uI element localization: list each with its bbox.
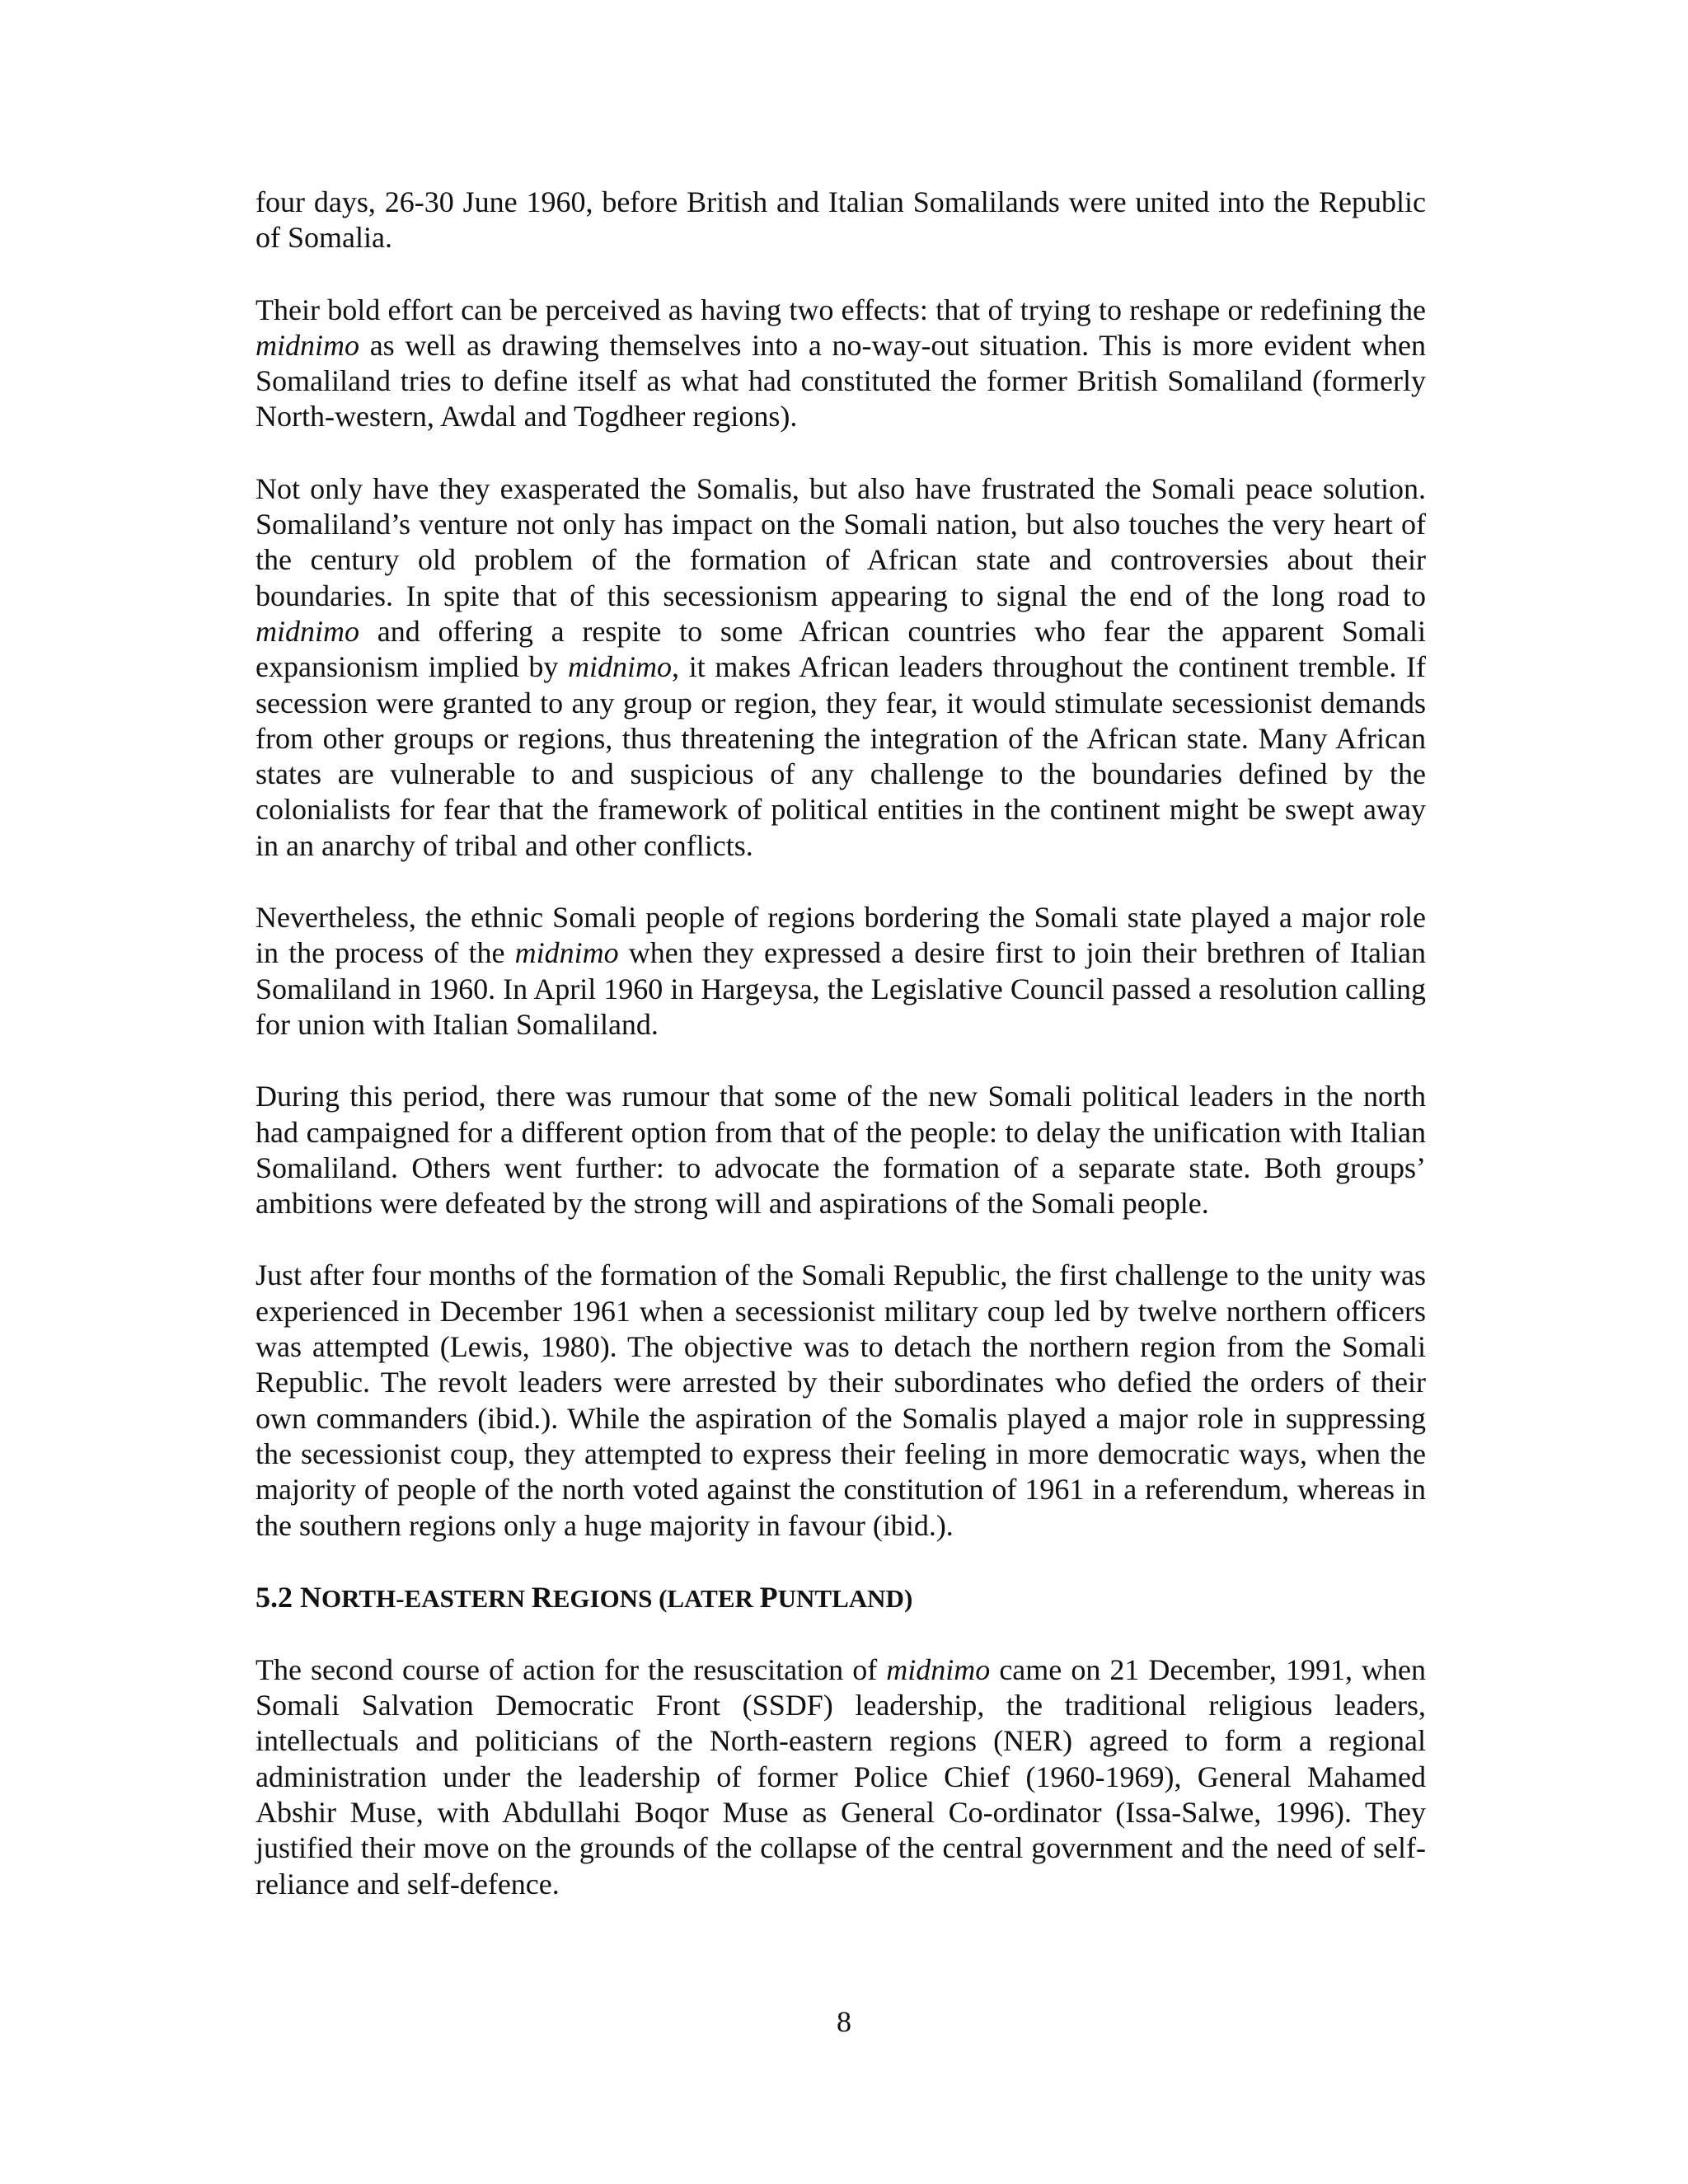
paragraph-7	[256, 1652, 1426, 1902]
text-run: Just after four months of the formation of the Somali Republic, the first challenge to the unity was experienced in December 1961 when a secessionist military coup led by twelve northern officers was attempted (Lewis, 1980). The objective was to detach the northern region from the Somali Republic. The revolt leaders were arrested by their subordinates who defied the orders of their own commanders (ibid.). While the aspiration of the Somalis played a major role in suppressing the secessionist coup, they attempted to express their feeling in more democratic ways, when the majority of people of the north voted against the constitution of 1961 in a referendum, whereas in the southern regions only a huge majority in favour (ibid.).	[256, 1258, 1426, 1542]
heading-text: LATER	[667, 1583, 760, 1613]
text-run: The second course of action for the resuscitation of	[256, 1652, 887, 1686]
heading-cap: P	[759, 1580, 778, 1614]
heading-text: UNTLAND)	[777, 1583, 913, 1613]
paragraph-6	[256, 1258, 1426, 1543]
italic-term: midnimo	[886, 1652, 991, 1686]
heading-cap: R	[531, 1580, 553, 1614]
heading-number: 5.2	[256, 1580, 300, 1614]
paragraph-3	[256, 471, 1426, 864]
italic-term: midnimo	[514, 936, 619, 970]
italic-term: midnimo	[256, 328, 359, 362]
paragraph-1	[256, 185, 1426, 256]
section-heading	[256, 1580, 1426, 1616]
text-run: when they expressed a desire first to join their brethren of Italian Somaliland in 1960. In April 1960 in Hargeysa, the Legislative Council passed a resolution calling for union with Italian Somaliland.	[256, 936, 1426, 1041]
text-run: came on 21 December, 1991, when Somali Salvation Democratic Front (SSDF) leadership, the traditional religious leaders, intellectuals and politicians of the North-eastern regions (NER) agreed to form a regional administration under the leadership of former Police Chief (1960-1969), General Mahamed Abshir Muse, with Abdullahi Boqor Muse as General Co-ordinator (Issa-Salwe, 1996). They justified their move on the grounds of the collapse of the central government and the need of self-reliance and self-defence.	[256, 1652, 1426, 1900]
heading-text: EGIONS (	[552, 1583, 668, 1613]
italic-term: midnimo	[256, 614, 359, 648]
text-run: Nevertheless, the ethnic Somali people of regions bordering the Somali state played a major role in the process of the	[256, 901, 1426, 970]
text-run: Not only have they exasperated the Somalis, but also have frustrated the Somali peace solution. Somaliland’s venture not only has impact on the Somali nation, but also touches the very heart of the century old problem of the formation of African state and controversies about their boundaries. In spite that of this secessionism appearing to signal the end of the long road to	[256, 471, 1426, 612]
page-number: 8	[837, 2005, 851, 2038]
text-run: During this period, there was rumour that some of the new Somali political leaders in the north had campaigned for a different option from that of the people: to delay the unification with Italian Somaliland. Others went further: to advocate the formation of a separate state. Both groups’ ambitions were defeated by the strong will and aspirations of the Somali people.	[256, 1080, 1426, 1221]
italic-term: midnimo	[568, 650, 673, 684]
text-run: , it makes African leaders throughout the continent tremble. If secession were granted to any group or region, they fear, it would stimulate secessionist demands from other groups or regions, thus threatening the integration of the African state. Many African states are vulnerable to and suspicious of any challenge to the boundaries defined by the colonialists for fear that the framework of political entities in the continent might be swept away in an anarchy of tribal and other conflicts.	[256, 650, 1426, 862]
paragraph-5	[256, 1079, 1426, 1221]
heading-text: ORTH-EASTERN	[321, 1583, 532, 1613]
heading-cap: N	[300, 1580, 321, 1614]
text-run: as well as drawing themselves into a no-way-out situation. This is more evident when Somaliland tries to define itself as what had constituted the former British Somaliland (formerly North-western, Awdal and Togdheer regions).	[256, 328, 1426, 434]
paragraph-2	[256, 293, 1426, 435]
text-run: four days, 26-30 June 1960, before British and Italian Somalilands were united into the Republic of Somalia.	[256, 185, 1426, 255]
document-page	[256, 185, 1426, 1938]
text-run: and offering a respite to some African countries who fear the apparent Somali expansionism implied by	[256, 614, 1426, 684]
paragraph-4	[256, 900, 1426, 1043]
text-run: Their bold effort can be perceived as having two effects: that of trying to reshape or redefining the	[256, 293, 1426, 326]
